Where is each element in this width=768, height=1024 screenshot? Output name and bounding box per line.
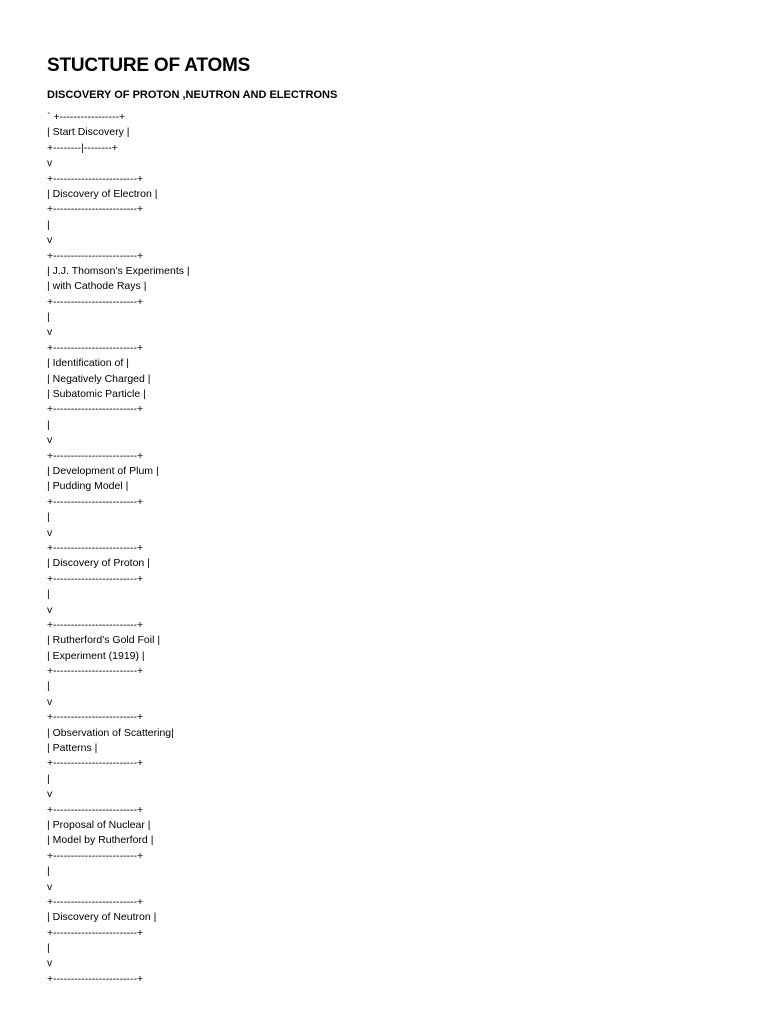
flowchart-line: | Patterns | [47, 742, 98, 755]
flowchart-line: +------------------------+ [47, 203, 144, 216]
flowchart-line: v [47, 157, 53, 170]
flowchart-line: | Rutherford's Gold Foil | [47, 634, 161, 647]
flowchart-line: | [47, 680, 50, 693]
flowchart-line: | Start Discovery | [47, 126, 130, 139]
flowchart-line: +------------------------+ [47, 449, 144, 462]
flowchart-line: | Discovery of Neutron | [47, 911, 157, 924]
flowchart-line: | [47, 865, 50, 878]
flowchart-line: | Development of Plum | [47, 464, 159, 477]
flowchart-line: | [47, 942, 50, 955]
flowchart-line: +------------------------+ [47, 849, 144, 862]
flowchart-line: | [47, 218, 50, 231]
flowchart-line: +------------------------+ [47, 895, 144, 908]
flowchart-line: +------------------------+ [47, 295, 144, 308]
flowchart-line: +------------------------+ [47, 572, 144, 585]
flowchart-line: +------------------------+ [47, 249, 144, 262]
document-title: STUCTURE OF ATOMS [47, 55, 251, 76]
flowchart-line: v [47, 234, 53, 247]
flowchart-line: +------------------------+ [47, 757, 144, 770]
document-subtitle: DISCOVERY OF PROTON ,NEUTRON AND ELECTRONS [47, 89, 338, 101]
flowchart-line: | Subatomic Particle | [47, 388, 146, 401]
flowchart-line: v [47, 526, 53, 539]
flowchart-line: +------------------------+ [47, 172, 144, 185]
flowchart-line: | [47, 311, 50, 324]
flowchart-line: | Model by Rutherford | [47, 834, 154, 847]
flowchart-line: | Identification of | [47, 357, 129, 370]
flowchart-line: | Discovery of Proton | [47, 557, 150, 570]
flowchart-line: +------------------------+ [47, 541, 144, 554]
flowchart-line: v [47, 880, 53, 893]
document-page [47, 54, 748, 987]
flowchart-line: +------------------------+ [47, 665, 144, 678]
flowchart-line: +------------------------+ [47, 711, 144, 724]
flowchart-line: +------------------------+ [47, 972, 144, 985]
flowchart-line: | with Cathode Rays | [47, 280, 147, 293]
flowchart-line: v [47, 326, 53, 339]
flowchart-line: +--------|--------+ [47, 141, 118, 154]
flowchart-line: ` +-----------------+ [47, 111, 126, 123]
flowchart-line: | [47, 588, 50, 601]
flowchart-line: | Experiment (1919) | [47, 649, 145, 662]
flowchart-line: +------------------------+ [47, 618, 144, 631]
flowchart-line: | Discovery of Electron | [47, 187, 158, 200]
flowchart-line: | J.J. Thomson's Experiments | [47, 264, 190, 277]
flowchart-line: v [47, 603, 53, 616]
flowchart-line: | [47, 772, 50, 785]
flowchart-line: +------------------------+ [47, 403, 144, 416]
flowchart-line: | [47, 418, 50, 431]
flowchart-line: v [47, 695, 53, 708]
flowchart-line: v [47, 957, 53, 970]
flowchart-line: +------------------------+ [47, 926, 144, 939]
flowchart-line: | Proposal of Nuclear | [47, 818, 151, 831]
flowchart-line: +------------------------+ [47, 803, 144, 816]
flowchart-line: | Pudding Model | [47, 480, 129, 493]
flowchart-line: | Observation of Scattering| [47, 726, 174, 739]
flowchart-line: +------------------------+ [47, 341, 144, 354]
flowchart-text-block [47, 110, 748, 987]
flowchart-line: v [47, 788, 53, 801]
flowchart-line: | Negatively Charged | [47, 372, 151, 385]
flowchart-line: +------------------------+ [47, 495, 144, 508]
flowchart-line: v [47, 434, 53, 447]
flowchart-line: | [47, 511, 50, 524]
